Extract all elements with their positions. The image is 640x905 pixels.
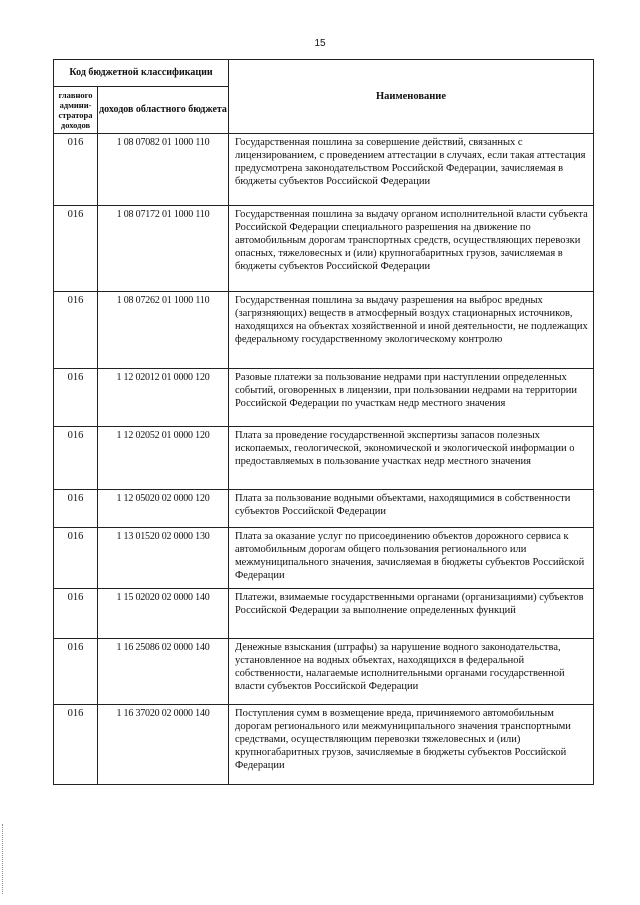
header-code: доходов областного бюджета xyxy=(98,87,229,134)
table-row xyxy=(54,369,594,427)
budget-code-cell: 1 08 07172 01 1000 110 xyxy=(98,206,229,292)
header-group-code: Код бюджетной классификации xyxy=(54,60,229,87)
table-row xyxy=(54,639,594,705)
admin-code-cell: 016 xyxy=(54,528,98,589)
page-number: 15 xyxy=(314,38,326,49)
admin-code-cell: 016 xyxy=(54,490,98,528)
admin-code-cell: 016 xyxy=(54,292,98,369)
budget-code-cell: 1 13 01520 02 0000 130 xyxy=(98,528,229,589)
name-cell: Плата за оказание услуг по присоединению объектов дорожного сервиса к автомобильным дорогам общего пользования регионального или межмуниципального значения, зачисляемая в бюджеты субъектов Российской Федерации xyxy=(229,528,594,589)
admin-code-cell: 016 xyxy=(54,427,98,490)
table-row xyxy=(54,490,594,528)
budget-code-cell: 1 16 37020 02 0000 140 xyxy=(98,705,229,785)
scan-margin-marks xyxy=(2,824,5,894)
name-cell: Государственная пошлина за совершение действий, связанных с лицензированием, с проведением аттестации в случаях, если такая аттестация предусмотрена законодательством Российской Федерации, зачисляемая в бюджеты субъектов Российской Федерации xyxy=(229,134,594,206)
name-cell: Плата за пользование водными объектами, находящимися в собственности субъектов Российской Федерации xyxy=(229,490,594,528)
admin-code-cell: 016 xyxy=(54,134,98,206)
budget-classification-table xyxy=(53,59,594,785)
budget-code-cell: 1 08 07082 01 1000 110 xyxy=(98,134,229,206)
table-row xyxy=(54,705,594,785)
table-row xyxy=(54,134,594,206)
budget-code-cell: 1 15 02020 02 0000 140 xyxy=(98,589,229,639)
name-cell: Государственная пошлина за выдачу разрешения на выброс вредных (загрязняющих) веществ в атмосферный воздух стационарных источников, находящихся на объектах хозяйственной и иной деятельности, не подлежащих федеральному государственному экологическому контролю xyxy=(229,292,594,369)
name-cell: Разовые платежи за пользование недрами при наступлении определенных событий, оговоренных в лицензии, при пользовании недрами на территории Российской Федерации по участкам недр местного значения xyxy=(229,369,594,427)
admin-code-cell: 016 xyxy=(54,705,98,785)
table-row xyxy=(54,589,594,639)
table-row xyxy=(54,427,594,490)
name-cell: Денежные взыскания (штрафы) за нарушение водного законодательства, установленное на водных объектах, находящихся в федеральной собственности, налагаемые исполнительными органами государственной власти субъектов Российской Федерации xyxy=(229,639,594,705)
table-row xyxy=(54,206,594,292)
admin-code-cell: 016 xyxy=(54,589,98,639)
budget-code-cell: 1 08 07262 01 1000 110 xyxy=(98,292,229,369)
name-cell: Государственная пошлина за выдачу органом исполнительной власти субъекта Российской Федерации специального разрешения на движение по автомобильным дорогам транспортных средств, осуществляющих перевозки опасных, тяжеловесных и (или) крупногабаритных грузов, зачисляемая в бюджеты субъектов Российской Федерации xyxy=(229,206,594,292)
budget-code-cell: 1 16 25086 02 0000 140 xyxy=(98,639,229,705)
table-row xyxy=(54,528,594,589)
header-name: Наименование xyxy=(229,60,594,134)
admin-code-cell: 016 xyxy=(54,369,98,427)
budget-code-cell: 1 12 02012 01 0000 120 xyxy=(98,369,229,427)
admin-code-cell: 016 xyxy=(54,206,98,292)
name-cell: Платежи, взимаемые государственными органами (организациями) субъектов Российской Федерации за выполнение определенных функций xyxy=(229,589,594,639)
budget-code-cell: 1 12 05020 02 0000 120 xyxy=(98,490,229,528)
name-cell: Поступления сумм в возмещение вреда, причиняемого автомобильным дорогам регионального или межмуниципального значения транспортными средствами, осуществляющим перевозки тяжеловесных и (или) крупногабаритных грузов, зачисляемые в бюджеты субъектов Российской Федерации xyxy=(229,705,594,785)
name-cell: Плата за проведение государственной экспертизы запасов полезных ископаемых, геологической, экономической и экологической информации о предоставляемых в пользование участках недр местного значения xyxy=(229,427,594,490)
table-row xyxy=(54,292,594,369)
admin-code-cell: 016 xyxy=(54,639,98,705)
budget-code-cell: 1 12 02052 01 0000 120 xyxy=(98,427,229,490)
header-admin: главного админи-стратора доходов xyxy=(54,87,98,134)
table-header-row xyxy=(54,60,594,87)
